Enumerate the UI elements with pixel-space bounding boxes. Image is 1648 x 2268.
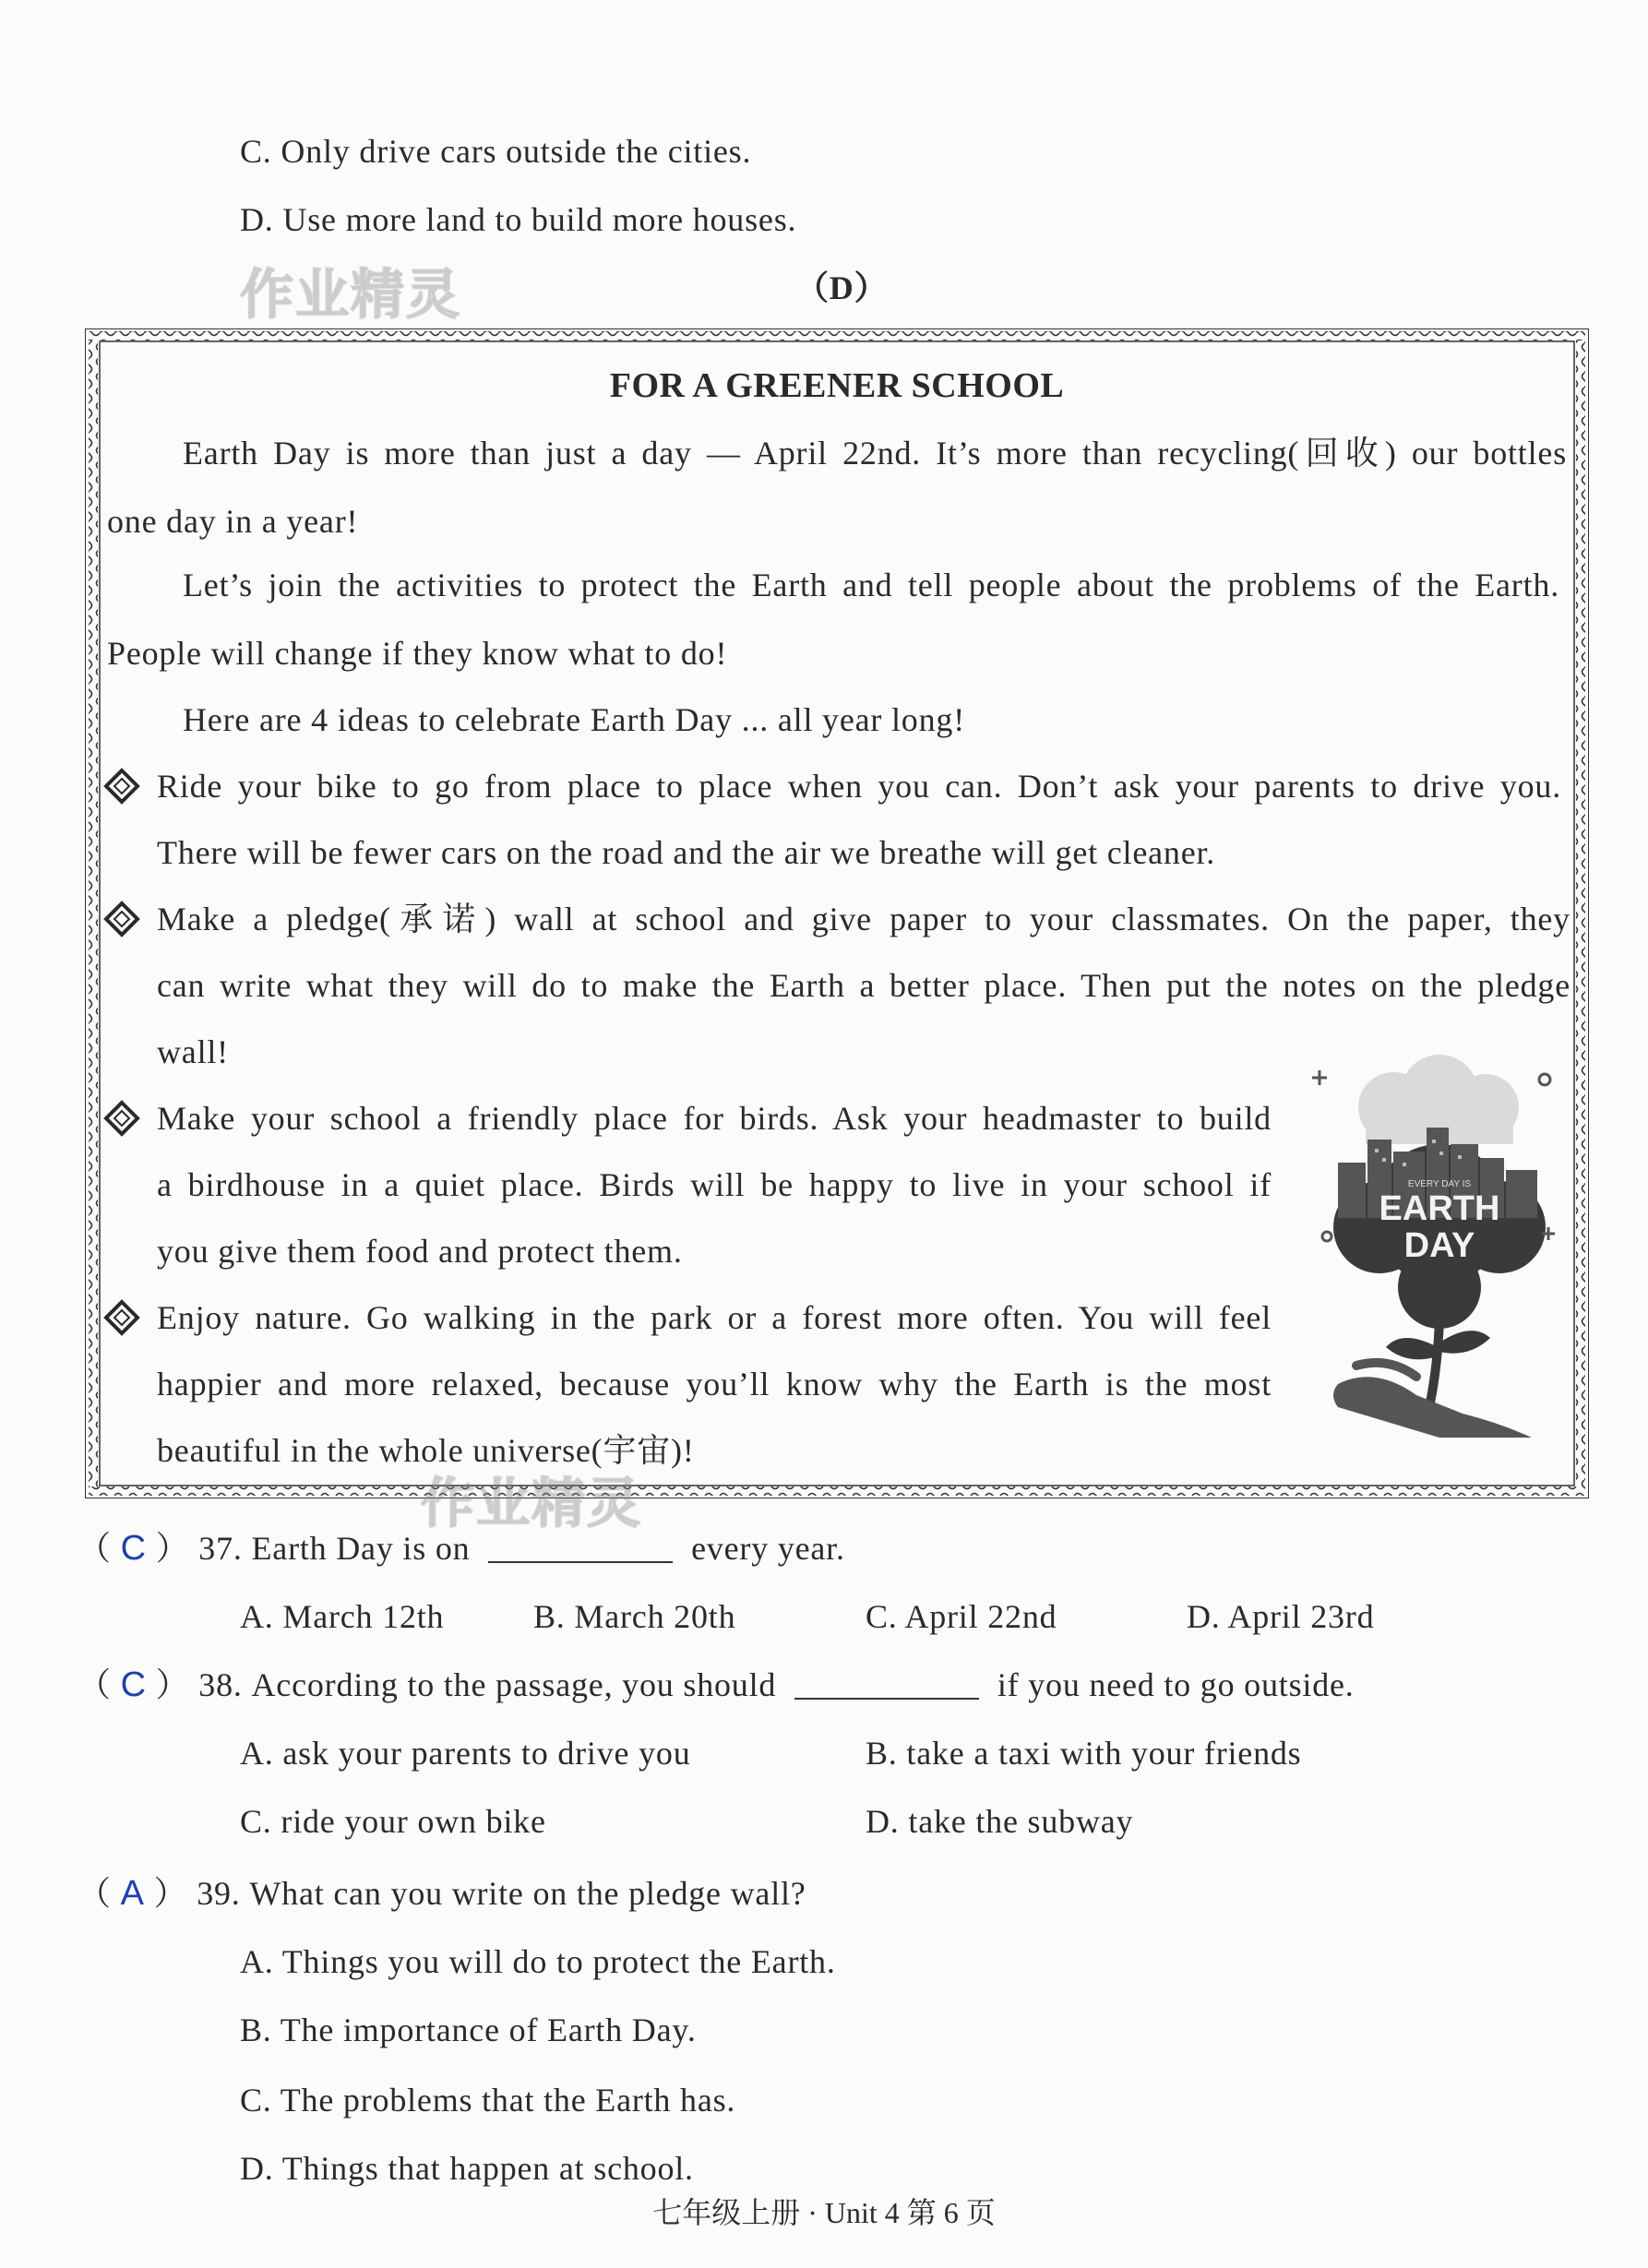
poster-small-text: EVERY DAY IS (1407, 1179, 1472, 1189)
idea-4-line-3: beautiful in the whole universe(宇宙)! (157, 1432, 695, 1469)
section-label: （D） (795, 269, 889, 306)
question-text: What can you write on the pledge wall? (249, 1875, 806, 1912)
option-b: B. take a taxi with your friends (866, 1735, 1302, 1772)
question-text: Earth Day is on (251, 1530, 471, 1567)
question-number: 37. (198, 1530, 243, 1567)
earth-day-illustration (1301, 1052, 1578, 1439)
option-b: B. The importance of Earth Day. (240, 2011, 697, 2048)
idea-1-line-2: There will be fewer cars on the road and the air we breathe will get cleaner. (157, 834, 1216, 871)
answer-mark: C (120, 1665, 147, 1704)
diamond-bullet-icon (103, 1100, 140, 1137)
prev-option-d: D. Use more land to build more houses. (240, 201, 797, 238)
idea-3-line-2: a birdhouse in a quiet place. Birds will be happy to live in your school if (157, 1166, 1272, 1203)
idea-4-line-2: happier and more relaxed, because you’ll know why the Earth is the most (157, 1366, 1272, 1403)
question-number: 38. (198, 1666, 243, 1703)
idea-2-line-2: can write what they will do to make the Earth a better place. Then put the notes on the pledge (157, 967, 1570, 1004)
option-a: A. March 12th (240, 1598, 445, 1635)
page-footer: 七年级上册 · Unit 4 第 6 页 (652, 2196, 996, 2229)
question-text: every year. (691, 1530, 845, 1567)
option-c: C. ride your own bike (240, 1803, 546, 1840)
question-text: According to the passage, you should (251, 1666, 777, 1703)
paragraph-2-line-1: Let’s join the activities to protect the Earth and tell people about the problems of the Earth. (183, 567, 1559, 603)
answer-blank (794, 1670, 979, 1700)
idea-4-line-1: Enjoy nature. Go walking in the park or a forest more often. You will feel (157, 1299, 1272, 1336)
passage-title: FOR A GREENER SCHOOL (609, 366, 1065, 405)
option-b: B. March 20th (533, 1598, 736, 1635)
option-d: D. Things that happen at school. (240, 2150, 694, 2187)
prev-option-c: C. Only drive cars outside the cities. (240, 133, 752, 170)
option-c: C. The problems that the Earth has. (240, 2082, 736, 2119)
option-a: A. Things you will do to protect the Earth. (240, 1943, 836, 1980)
question-39-stem (78, 1873, 806, 1914)
poster-line-1: EARTH (1379, 1189, 1500, 1228)
answer-bracket: （ C ） (78, 1529, 190, 1568)
answer-mark: C (120, 1529, 147, 1568)
question-number: 39. (197, 1875, 241, 1912)
question-text: if you need to go outside. (997, 1666, 1355, 1703)
idea-2-line-1: Make a pledge(承诺) wall at school and give paper to your classmates. On the paper, they (157, 901, 1570, 937)
idea-3-line-3: you give them food and protect them. (157, 1233, 683, 1270)
idea-3-line-1: Make your school a friendly place for birds. Ask your headmaster to build (157, 1100, 1272, 1137)
watermark: 作业精灵 (421, 1472, 643, 1534)
question-37-stem (78, 1528, 845, 1569)
answer-mark: A (120, 1874, 145, 1913)
diamond-bullet-icon (103, 768, 140, 805)
option-a: A. ask your parents to drive you (240, 1735, 691, 1772)
poster-line-2: DAY (1403, 1226, 1475, 1265)
option-d: D. April 23rd (1187, 1598, 1375, 1635)
option-d: D. take the subway (866, 1803, 1134, 1840)
paragraph-1-line-2: one day in a year! (107, 503, 359, 540)
watermark: 作业精灵 (240, 263, 462, 326)
diamond-bullet-icon (103, 1299, 140, 1336)
answer-bracket: （ C ） (78, 1665, 190, 1704)
diamond-bullet-icon (103, 901, 140, 937)
answer-bracket: （ A ） (78, 1874, 188, 1913)
idea-2-line-3: wall! (157, 1033, 229, 1070)
paragraph-2-line-2: People will change if they know what to do! (107, 635, 728, 672)
paragraph-1-line-1: Earth Day is more than just a day — April 22nd. It’s more than recycling(回收) our bottles (183, 435, 1567, 472)
option-c: C. April 22nd (866, 1598, 1057, 1635)
question-38-stem (78, 1665, 1355, 1705)
idea-1-line-1: Ride your bike to go from place to place when you can. Don’t ask your parents to drive you. (157, 768, 1561, 805)
answer-blank (488, 1534, 673, 1563)
paragraph-3: Here are 4 ideas to celebrate Earth Day ... all year long! (183, 701, 965, 738)
